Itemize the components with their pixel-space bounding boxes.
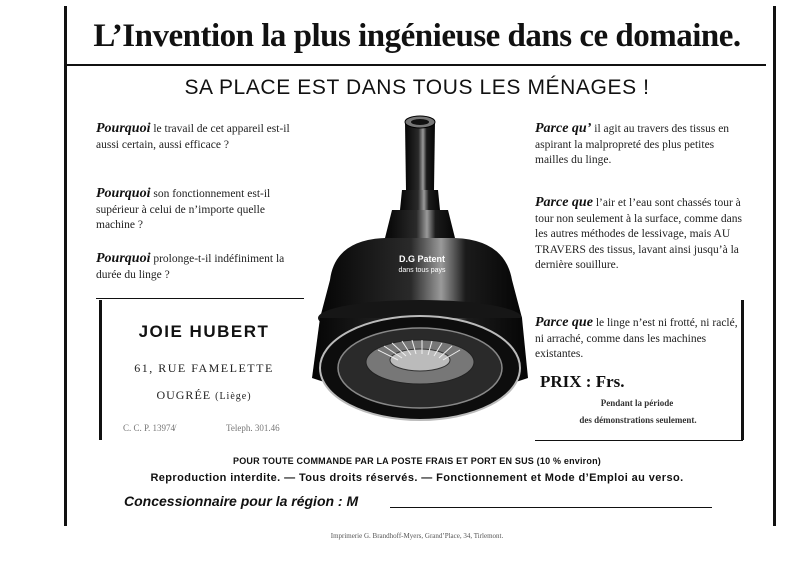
dealer-line: Concessionnaire pour la région : M xyxy=(124,493,359,509)
question-3 xyxy=(96,251,304,283)
company-city-line xyxy=(112,388,296,403)
company-street: 61, RUE FAMELETTE xyxy=(134,361,274,375)
answer-lead: Parce qu’ xyxy=(535,121,592,136)
answer-2 xyxy=(535,195,743,274)
answer-3 xyxy=(535,315,743,363)
answer-lead: Parce que xyxy=(535,315,593,330)
answer-text: il agit au travers des tissus en aspirant la malpropreté des plus petites mailles du linge. xyxy=(535,123,730,166)
company-box-top-rule xyxy=(96,298,304,299)
washing-device-illustration xyxy=(310,110,532,432)
question-1 xyxy=(96,121,304,153)
price-note-line2: des démonstrations seulement. xyxy=(579,415,697,425)
price-note-line1: Pendant la période xyxy=(600,398,674,408)
title-rule xyxy=(66,64,766,66)
question-text: prolonge-t-il indéfiniment la durée du linge ? xyxy=(96,253,285,281)
question-text: le travail de cet appareil est-il aussi certain, aussi efficace ? xyxy=(96,123,290,151)
question-lead: Pourquoi xyxy=(96,186,151,201)
company-name: JOIE HUBERT xyxy=(138,322,270,341)
company-region: (Liège) xyxy=(215,391,252,402)
company-box-left-rule xyxy=(99,300,102,440)
rights-notice: Reproduction interdite. — Tous droits réservés. — Fonctionnement et Mode d’Emploi au verso. xyxy=(150,472,684,484)
page-title: L’Invention la plus ingénieuse dans ce domaine. xyxy=(93,18,741,54)
patent-label-line1: D.G Patent xyxy=(398,254,446,264)
page-subtitle: SA PLACE EST DANS TOUS LES MÉNAGES ! xyxy=(184,76,650,99)
price-box-bottom-rule xyxy=(535,440,743,441)
patent-label-line2: dans tous pays xyxy=(398,267,446,274)
question-lead: Pourquoi xyxy=(96,251,151,266)
company-phone: Teleph. 301.46 xyxy=(226,423,280,433)
dealer-underline xyxy=(390,507,712,508)
answer-lead: Parce que xyxy=(535,195,593,210)
company-account: C. C. P. 13974̸ xyxy=(123,423,176,433)
order-notice: POUR TOUTE COMMANDE PAR LA POSTE FRAIS ET PORT EN SUS (10 % environ) xyxy=(233,456,601,466)
answer-text: l’air et l’eau sont chassés tour à tour non seulement à la surface, comme dans les autres méthodes de lessivage, mais AU TRAVERS des tissus, lavant ainsi jusqu’à la dernière souillure. xyxy=(535,197,742,271)
question-2 xyxy=(96,186,304,234)
company-city: OUGRÉE xyxy=(156,388,212,402)
printer-credit: Imprimerie G. Brandhoff-Myers, Grand’Place, 34, Tirlemont. xyxy=(330,532,504,540)
price-label: PRIX : Frs. xyxy=(540,372,625,391)
answer-1 xyxy=(535,121,743,169)
answer-text: le linge n’est ni frotté, ni raclé, ni arraché, comme dans les machines existantes. xyxy=(535,317,738,360)
question-text: son fonctionnement est-il supérieur à celui de n’importe quelle machine ? xyxy=(96,188,271,231)
question-lead: Pourquoi xyxy=(96,121,151,136)
